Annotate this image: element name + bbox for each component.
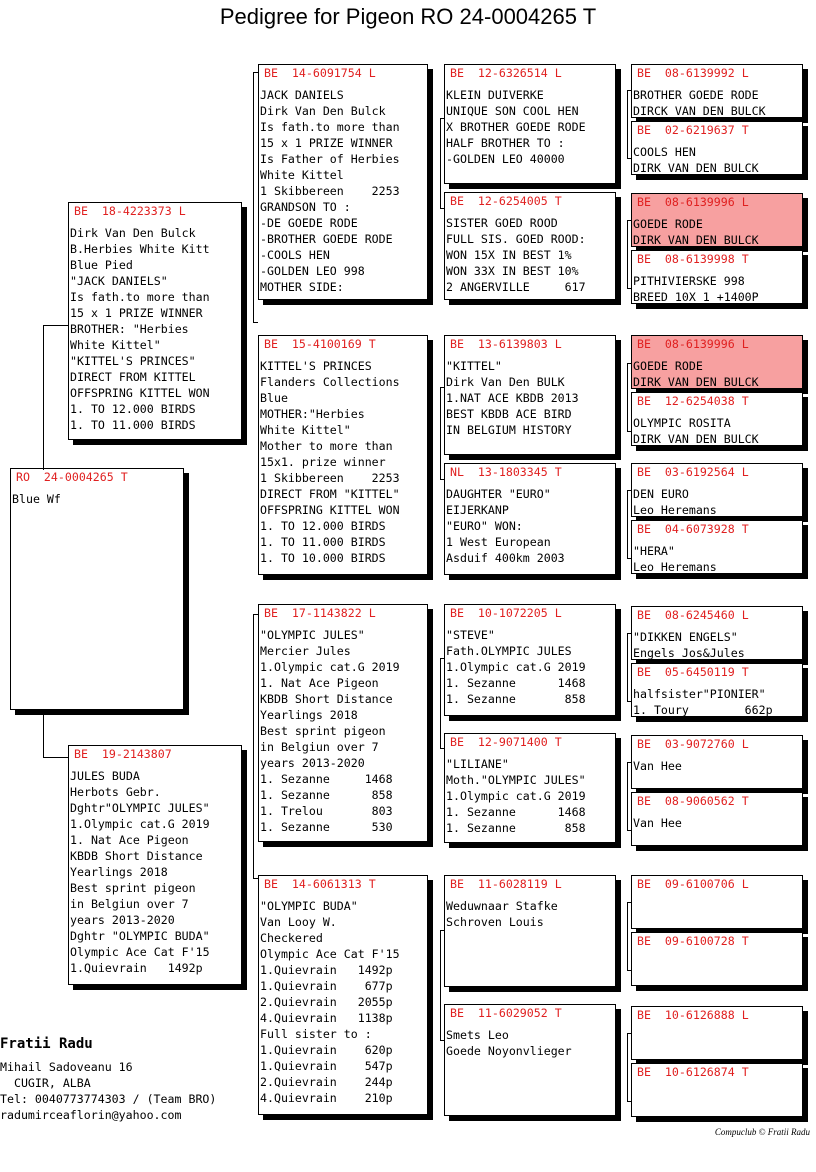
copyright-footer: Compuclub © Fratii Radu [714, 1127, 810, 1137]
connector-line [440, 387, 444, 388]
ring-number: BE 03-6192564 L [637, 465, 749, 479]
connector-line [627, 633, 631, 634]
ring-number: BE 08-6139998 T [637, 252, 749, 266]
pigeon-details: "OLYMPIC BUDA" Van Looy W. Checkered Olympic Ace Cat F'15 1.Quievrain 1492p 1.Quievrain 677p 2.Quievrain 2055p 4.Quievrain 1138p Full sister to : 1.Quievrain 620p 1.Quievrain 547p 2.Quievrain 244p 4.Quievrain 210p [260, 899, 400, 1105]
pedigree-box-sdd [444, 463, 616, 575]
pedigree-box-sd [258, 335, 428, 575]
pedigree-box-sds [444, 335, 616, 455]
ring-number: BE 02-6219637 T [637, 123, 749, 137]
connector-line [43, 325, 68, 326]
connector-line [253, 72, 254, 322]
ring-number: BE 10-6126888 L [637, 1008, 749, 1022]
connector-line [627, 363, 631, 364]
connector-line [440, 1040, 444, 1041]
connector-line [627, 90, 631, 91]
ring-number: BE 08-9060562 T [637, 794, 749, 808]
connector-line [627, 762, 628, 830]
connector-line [627, 363, 628, 431]
ring-number: BE 08-6139996 L [637, 337, 749, 351]
pedigree-box-g13 [631, 875, 803, 929]
pigeon-details: Dirk Van Den Bulck B.Herbies White Kitt Blue Pied "JACK DANIELS" Is fath.to more than 15 x 1 PRIZE WINNER BROTHER: "Herbies White Kittel" "KITTEL'S PRINCES" DIRECT FROM KITTEL OFFSPRING KITTEL WON 1. TO 12.000 BIRDS 1. TO 11.000 BIRDS [70, 226, 210, 432]
ring-number: BE 13-6139803 L [450, 337, 562, 351]
pedigree-box-g1 [631, 64, 803, 118]
connector-line [627, 90, 628, 158]
pedigree-box-g6 [631, 392, 803, 446]
ring-number: BE 08-6139992 L [637, 66, 749, 80]
pigeon-details: OLYMPIC ROSITA DIRK VAN DEN BULCK [633, 416, 759, 446]
connector-line [627, 633, 628, 701]
pedigree-box-g8 [631, 520, 803, 574]
pigeon-details: "OLYMPIC JULES" Mercier Jules 1.Olympic cat.G 2019 1. Nat Ace Pigeon KBDB Short Distance Yearlings 2018 Best sprint pigeon in Belgiun over 7 years 2013-2020 1. Sezanne 1468 1. Sezanne 858 1. Trelou 803 1. Sezanne 530 [260, 628, 400, 834]
pigeon-details: COOLS HEN DIRK VAN DEN BULCK [633, 145, 759, 175]
connector-line [440, 930, 444, 931]
ring-number: BE 19-2143807 [74, 747, 172, 761]
page-title: Pedigree for Pigeon RO 24-0004265 T [219, 4, 597, 29]
pedigree-box-sire [68, 202, 242, 440]
pigeon-details: DAUGHTER "EURO" EIJERKANP "EURO" WON: 1 West European Asduif 400km 2003 [446, 487, 565, 565]
connector-line [627, 830, 631, 831]
breeder-info [0, 1035, 216, 1123]
connector-line [627, 220, 628, 288]
connector-line [440, 208, 444, 209]
connector-line [440, 118, 444, 119]
pigeon-details: JACK DANIELS Dirk Van Den Bulck Is fath.to more than 15 x 1 PRIZE WINNER Is Father of Herbies White Kittel 1 Skibbereen 2253 GRANDSON TO : -DE GOEDE RODE -BROTHER GOEDE RODE -COOLS HEN -GOLDEN LEO 998 MOTHER SIDE: [260, 88, 400, 294]
pedigree-box-ds [258, 604, 428, 842]
connector-line [440, 748, 444, 749]
pigeon-details: SISTER GOED ROOD FULL SIS. GOED ROOD: WON 15X IN BEST 1% WON 33X IN BEST 10% 2 ANGERVILLE 617 [446, 216, 586, 294]
ring-number: BE 10-6126874 T [637, 1065, 749, 1079]
ring-number: BE 12-6326514 L [450, 66, 562, 80]
pedigree-box-ss [258, 64, 428, 300]
ring-number: BE 17-1143822 L [264, 606, 376, 620]
pigeon-details: DEN EURO Leo Heremans [633, 487, 717, 517]
breeder-name: Fratii Radu [0, 1036, 93, 1052]
ring-number: BE 09-6100706 L [637, 877, 749, 891]
connector-line [253, 878, 258, 879]
pedigree-box-ddd [444, 1004, 616, 1116]
pigeon-details: "KITTEL" Dirk Van Den BULK 1.NAT ACE KBDB 2013 BEST KBDB ACE BIRD IN BELGIUM HISTORY [446, 359, 579, 437]
pigeon-details: BROTHER GOEDE RODE DIRCK VAN DEN BULCK [633, 88, 766, 118]
connector-line [253, 322, 258, 323]
connector-line [440, 658, 444, 659]
pedigree-box-sss [444, 64, 616, 184]
pedigree-box-g15 [631, 1006, 803, 1060]
breeder-address: Mihail Sadoveanu 16 CUGIR, ALBA Tel: 0040773774303 / (Team BRO) radumirceaflorin@yahoo.com [0, 1060, 217, 1122]
pedigree-box-dds [444, 875, 616, 987]
pigeon-details: "STEVE" Fath.OLYMPIC JULES 1.Olympic cat.G 2019 1. Sezanne 1468 1. Sezanne 858 [446, 628, 586, 706]
ring-number: BE 12-6254005 T [450, 194, 562, 208]
ring-number: BE 12-9071400 T [450, 735, 562, 749]
connector-line [627, 1033, 631, 1034]
connector-line [253, 72, 258, 73]
connector-line [627, 158, 631, 159]
connector-line [627, 902, 631, 903]
ring-number: BE 11-6029052 T [450, 1006, 562, 1020]
pigeon-details: "DIKKEN ENGELS" Engels Jos&Jules [633, 630, 745, 660]
pigeon-details: GOEDE RODE DIRK VAN DEN BULCK [633, 217, 759, 247]
ring-number: NL 13-1803345 T [450, 465, 562, 479]
pedigree-box-g3 [631, 193, 803, 247]
pedigree-box-g5 [631, 335, 803, 389]
connector-line [627, 431, 631, 432]
ring-number: BE 08-6139996 L [637, 195, 749, 209]
pedigree-box-g11 [631, 735, 803, 789]
pigeon-details: Smets Leo Goede Noyonvlieger [446, 1028, 572, 1058]
pedigree-box-g7 [631, 463, 803, 517]
ring-number: BE 14-6091754 L [264, 66, 376, 80]
pedigree-box-dd [258, 875, 428, 1115]
connector-line [440, 479, 444, 480]
connector-line [627, 558, 631, 559]
pedigree-box-g10 [631, 663, 803, 717]
ring-number: BE 10-1072205 L [450, 606, 562, 620]
pedigree-box-g2 [631, 121, 803, 175]
connector-line [43, 757, 68, 758]
pigeon-details: KITTEL'S PRINCES Flanders Collections Blue MOTHER:"Herbies White Kittel" Mother to more than 15x1. prize winner 1 Skibbereen 2253 DIRECT FROM "KITTEL" OFFSPRING KITTEL WON 1. TO 12.000 BIRDS 1. TO 11.000 BIRDS 1. TO 10.000 BIRDS [260, 359, 400, 565]
connector-line [440, 387, 441, 479]
ring-number: BE 04-6073928 T [637, 522, 749, 536]
ring-number: BE 08-6245460 L [637, 608, 749, 622]
pedigree-box-g14 [631, 932, 803, 986]
pigeon-details: halfsister"PIONIER" 1. Toury 662p [633, 687, 773, 717]
pedigree-box-ssd [444, 192, 616, 300]
connector-line [43, 325, 44, 470]
connector-line [627, 902, 628, 970]
ring-number: RO 24-0004265 T [16, 470, 128, 484]
connector-line [43, 712, 44, 757]
connector-line [440, 658, 441, 748]
ring-number: BE 14-6061313 T [264, 877, 376, 891]
connector-line [627, 701, 631, 702]
pigeon-details: Blue Wf [12, 492, 61, 506]
connector-line [440, 930, 441, 1040]
pigeon-details: "LILIANE" Moth."OLYMPIC JULES" 1.Olympic cat.G 2019 1. Sezanne 1468 1. Sezanne 858 [446, 757, 586, 835]
ring-number: BE 03-9072760 L [637, 737, 749, 751]
connector-line [627, 490, 631, 491]
pedigree-box-g16 [631, 1063, 803, 1117]
pedigree-box-dss [444, 604, 616, 716]
connector-line [627, 1101, 631, 1102]
pigeon-details: Van Hee [633, 816, 682, 830]
ring-number: BE 18-4223373 L [74, 204, 186, 218]
connector-line [627, 762, 631, 763]
pigeon-details: JULES BUDA Herbots Gebr. Dghtr"OLYMPIC JULES" 1.Olympic cat.G 2019 1. Nat Ace Pigeon KBDB Short Distance Yearlings 2018 Best sprint pigeon in Belgiun over 7 years 2013-2020 Dghtr "OLYMPIC BUDA" Olympic Ace Cat F'15 1.Quievrain 1492p [70, 769, 210, 975]
connector-line [627, 220, 631, 221]
pigeon-details: Weduwnaar Stafke Schroven Louis [446, 899, 558, 929]
pigeon-details: Van Hee [633, 759, 682, 773]
connector-line [253, 614, 258, 615]
pigeon-details: PITHIVIERSKE 998 BREED 10X 1 +1400P [633, 274, 759, 304]
pedigree-box-g12 [631, 792, 803, 846]
ring-number: BE 11-6028119 L [450, 877, 562, 891]
connector-line [440, 118, 441, 208]
pigeon-details: KLEIN DUIVERKE UNIQUE SON COOL HEN X BROTHER GOEDE RODE HALF BROTHER TO : -GOLDEN LEO 40000 [446, 88, 586, 166]
ring-number: BE 05-6450119 T [637, 665, 749, 679]
pedigree-box-g9 [631, 606, 803, 660]
connector-line [627, 490, 628, 558]
pedigree-box-dsd [444, 733, 616, 843]
ring-number: BE 15-4100169 T [264, 337, 376, 351]
pigeon-details: "HERA" Leo Heremans [633, 544, 717, 574]
connector-line [627, 970, 631, 971]
connector-line [627, 1033, 628, 1101]
ring-number: BE 12-6254038 T [637, 394, 749, 408]
pigeon-details: GOEDE RODE DIRK VAN DEN BULCK [633, 359, 759, 389]
connector-line [627, 288, 631, 289]
pedigree-box-subject [10, 468, 184, 710]
pedigree-box-g4 [631, 250, 803, 304]
ring-number: BE 09-6100728 T [637, 934, 749, 948]
pedigree-box-dam [68, 745, 242, 985]
connector-line [253, 614, 254, 878]
